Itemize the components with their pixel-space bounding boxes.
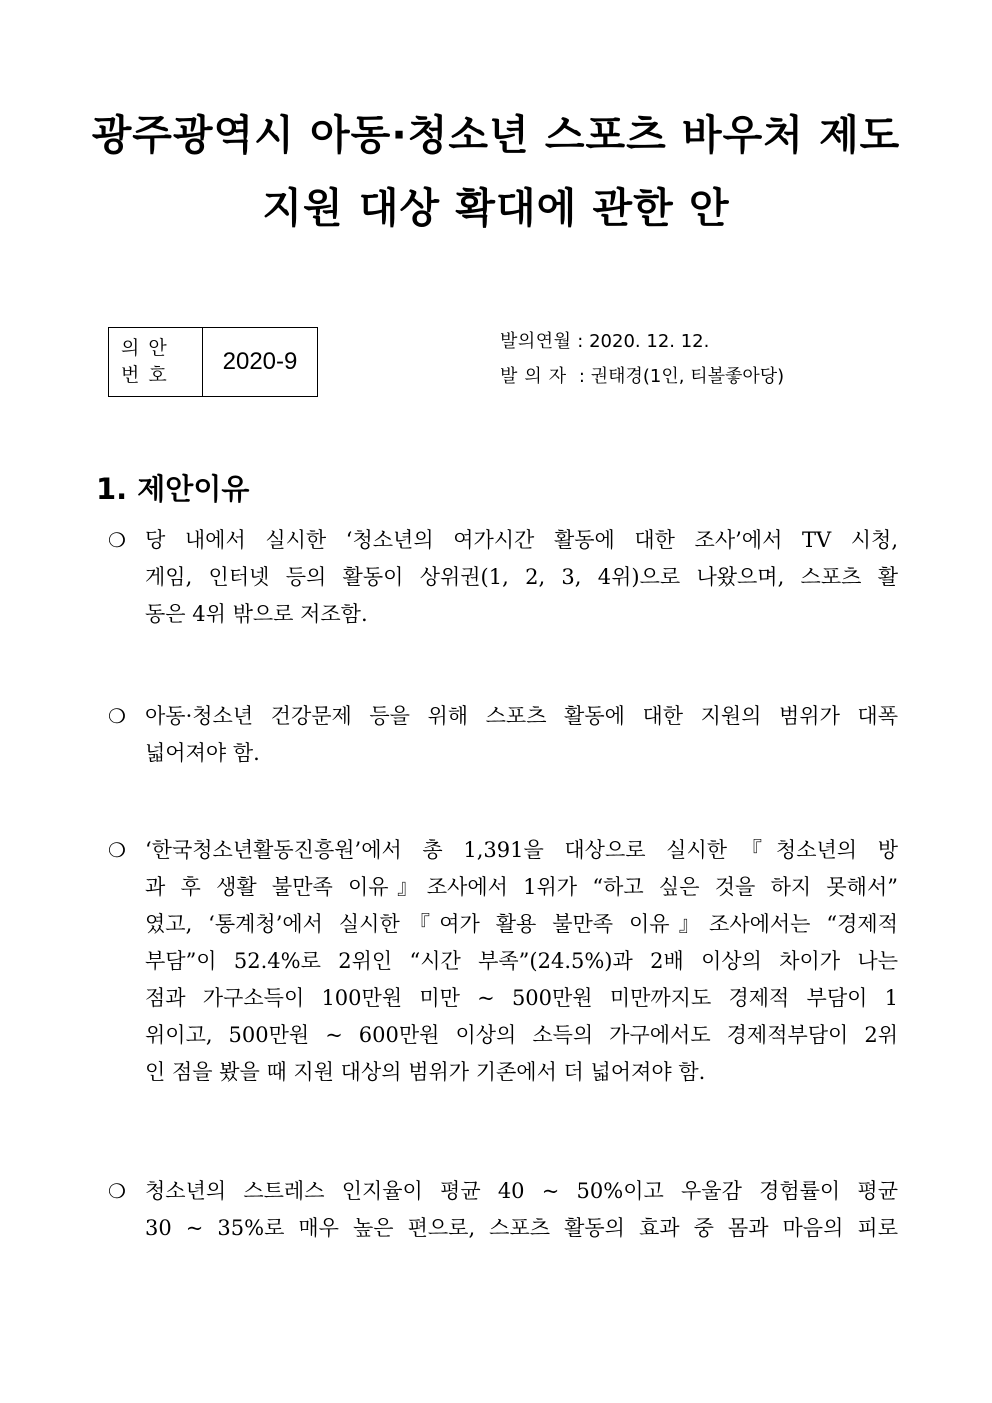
proposal-date-row — [500, 329, 709, 355]
paragraph-line: 였고, ‘통계청’에서 실시한『여가 활용 불만족 이유』조사에서는 “경제적 — [145, 912, 898, 936]
reason-item-4 — [108, 1173, 898, 1247]
paragraph-line: 과 후 생활 불만족 이유』조사에서 1위가 “하고 싶은 것을 하지 못해서” — [145, 875, 898, 899]
meta-separator: : — [577, 331, 584, 352]
bullet-icon: ❍ — [108, 838, 126, 862]
paragraph-line: ‘한국청소년활동진흥원’에서 총 1,391을 대상으로 실시한『청소년의 방 — [145, 838, 898, 862]
document-title-line-1: 광주광역시 아동·청소년 스포츠 바우처 제도 — [91, 111, 901, 159]
paragraph-line: 위이고, 500만원 ~ 600만원 이상의 소득의 가구에서도 경제적부담이 2위 — [145, 1023, 898, 1047]
meta-separator: : — [578, 366, 585, 387]
bill-number-value: 2020-9 — [222, 348, 298, 375]
paragraph-line: 점과 가구소득이 100만원 미만 ~ 500만원 미만까지도 경제적 부담이 1 — [145, 986, 898, 1010]
paragraph-line: 30 ~ 35%로 매우 높은 편으로, 스포츠 활동의 효과 중 몸과 마음의 피로 — [145, 1216, 898, 1240]
proposer-row — [500, 364, 784, 390]
proposer-value: 권태경(1인, 티볼좋아당) — [590, 366, 785, 387]
bullet-icon: ❍ — [108, 704, 126, 728]
paragraph-line: 부담”이 52.4%로 2위인 “시간 부족”(24.5%)과 2배 이상의 차이가 나는 — [145, 949, 898, 973]
bill-label-line-1: 의안 — [121, 337, 176, 359]
proposer-label: 발의자 — [500, 366, 574, 387]
document-title-line-2: 지원 대상 확대에 관한 안 — [262, 184, 730, 232]
bill-number-box — [108, 327, 318, 397]
bill-label-line-2: 번호 — [121, 364, 176, 386]
paragraph-line: 인 점을 봤을 때 지원 대상의 범위가 기존에서 더 넓어져야 함. — [145, 1060, 706, 1084]
bullet-icon: ❍ — [108, 528, 126, 552]
reason-item-3 — [108, 832, 898, 1091]
bullet-icon: ❍ — [108, 1179, 126, 1203]
paragraph-line: 당 내에서 실시한 ‘청소년의 여가시간 활동에 대한 조사’에서 TV 시청, — [145, 528, 898, 552]
bill-number-label — [109, 328, 203, 396]
paragraph-line: 넓어져야 함. — [145, 741, 260, 765]
proposal-date-value: 2020. 12. 12. — [589, 331, 710, 352]
paragraph-line: 청소년의 스트레스 인지율이 평균 40 ~ 50%이고 우울감 경험률이 평균 — [145, 1179, 898, 1203]
paragraph-line: 아동·청소년 건강문제 등을 위해 스포츠 활동에 대한 지원의 범위가 대폭 — [145, 704, 898, 728]
paragraph-line: 게임, 인터넷 등의 활동이 상위권(1, 2, 3, 4위)으로 나왔으며, 스포츠 활 — [145, 565, 898, 589]
reason-item-1 — [108, 522, 898, 633]
proposal-date-label: 발의연월 — [500, 331, 572, 352]
reason-item-2 — [108, 698, 898, 772]
section-heading: 1. 제안이유 — [96, 472, 250, 506]
paragraph-line: 동은 4위 밖으로 저조함. — [145, 602, 368, 626]
